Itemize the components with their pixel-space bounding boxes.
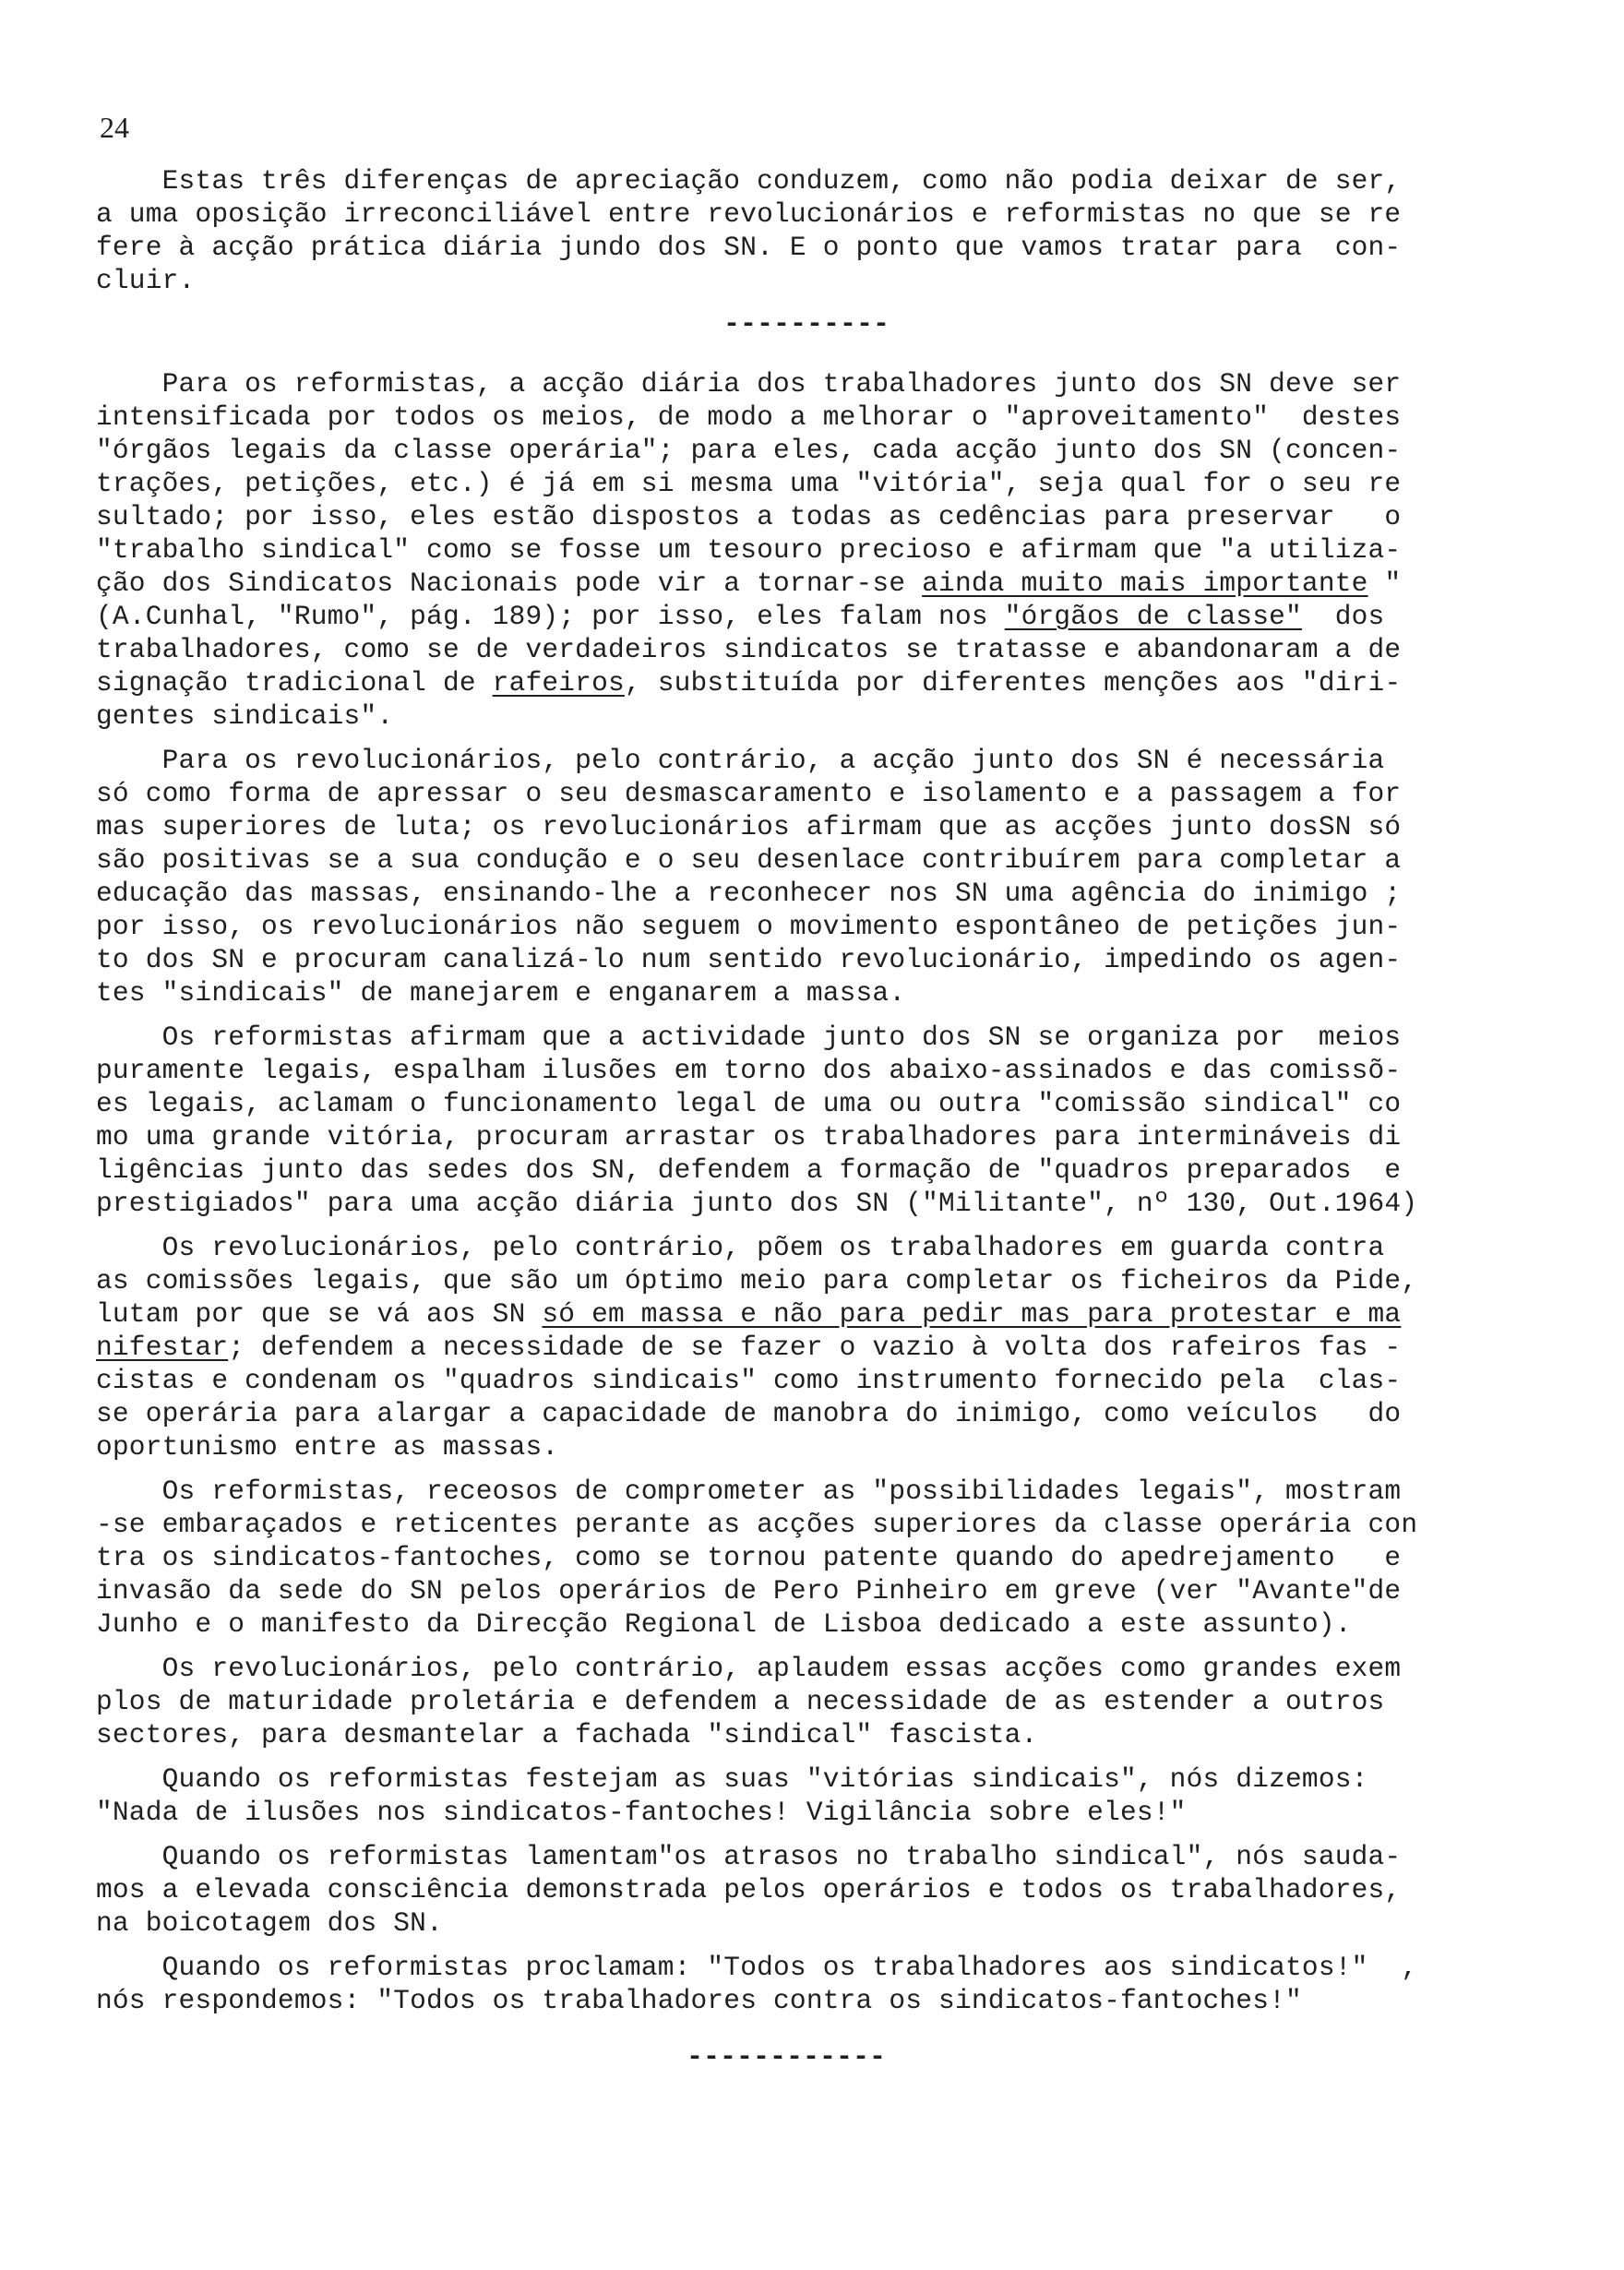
text-line: invasão da sede do SN pelos operários de Pero Pinheiro em greve (ver "Avante"de <box>96 1575 1402 1607</box>
text-line: se operária para alargar a capacidade de manobra do inimigo, como veículos do <box>96 1398 1402 1429</box>
text-line: a uma oposição irreconciliável entre revolucionários e reformistas no que se re <box>96 198 1402 230</box>
underlined-phrase: ainda muito mais importante <box>922 568 1368 599</box>
paragraph-7 <box>96 1652 1572 1751</box>
paragraph-5 <box>96 1231 1572 1464</box>
underlined-phrase: nifestar <box>96 1332 229 1363</box>
document-body <box>96 164 1572 2100</box>
paragraph-3 <box>96 744 1572 1010</box>
text-line: nós respondemos: "Todos os trabalhadores contra os sindicatos-fantoches!" <box>96 1985 1302 2016</box>
text-line: Quando os reformistas lamentam"os atrasos no trabalho sindical", nós sauda- <box>96 1841 1402 1872</box>
text-line: educação das massas, ensinando-lhe a reconhecer nos SN uma agência do inimigo ; <box>96 878 1402 909</box>
section-separator: ---------- <box>723 309 890 340</box>
paragraph-1 <box>96 164 1572 297</box>
text-line: -se embaraçados e reticentes perante as acções superiores da classe operária con <box>96 1509 1418 1540</box>
text-segment: " <box>1367 568 1402 599</box>
text-line <box>96 567 1572 600</box>
text-line <box>96 1331 1572 1364</box>
text-line: na boicotagem dos SN. <box>96 1907 443 1939</box>
text-line: Quando os reformistas festejam as suas "vitórias sindicais", nós dizemos: <box>96 1763 1368 1795</box>
text-segment: ; defendem a necessidade de se fazer o vazio à volta dos rafeiros fas - <box>228 1332 1402 1363</box>
text-line: sultado; por isso, eles estão dispostos a todas as cedências para preservar o <box>96 501 1402 532</box>
text-line: cluir. <box>96 265 196 296</box>
text-line <box>96 1297 1572 1331</box>
text-segment: (A.Cunhal, "Rumo", pág. 189); por isso, eles falam nos <box>96 601 1005 632</box>
text-line: Os revolucionários, pelo contrário, põem os trabalhadores em guarda contra <box>96 1232 1385 1263</box>
page-number: 24 <box>100 111 129 144</box>
underlined-phrase: "órgãos de classe" <box>1004 601 1302 632</box>
text-line: mo uma grande vitória, procuram arrastar os trabalhadores para intermináveis di <box>96 1121 1402 1153</box>
text-line: Os reformistas, receosos de comprometer as "possibilidades legais", mostram <box>96 1476 1402 1507</box>
text-line: to dos SN e procuram canalizá-lo num sentido revolucionário, impedindo os agen- <box>96 944 1402 975</box>
paragraph-10 <box>96 1951 1572 2017</box>
text-line: plos de maturidade proletária e defendem a necessidade de as estender a outros <box>96 1686 1385 1717</box>
text-line: cistas e condenam os "quadros sindicais" como instrumento fornecido pela clas- <box>96 1365 1402 1396</box>
text-line: ligências junto das sedes dos SN, defendem a formação de "quadros preparados e <box>96 1154 1402 1186</box>
text-line: por isso, os revolucionários não seguem o movimento espontâneo de petições jun- <box>96 911 1402 942</box>
text-segment: signação tradicional de <box>96 667 493 699</box>
paragraph-2 <box>96 367 1572 733</box>
paragraph-6 <box>96 1475 1572 1641</box>
text-line: oportunismo entre as massas. <box>96 1431 559 1463</box>
text-line: fere à acção prática diária jundo dos SN. E o ponto que vamos tratar para con- <box>96 232 1402 263</box>
paragraph-8 <box>96 1762 1572 1829</box>
text-line: puramente legais, espalham ilusões em torno dos abaixo-assinados e das comissõ- <box>96 1055 1402 1086</box>
text-segment: dos <box>1301 601 1385 632</box>
text-line: mos a elevada consciência demonstrada pelos operários e todos os trabalhadores, <box>96 1874 1402 1906</box>
text-line <box>96 600 1572 633</box>
text-line <box>96 666 1572 699</box>
text-line: "trabalho sindical" como se fosse um tesouro precioso e afirmam que "a utiliza- <box>96 534 1402 566</box>
paragraph-4 <box>96 1021 1572 1220</box>
text-line: trabalhadores, como se de verdadeiros sindicatos se tratasse e abandonaram a de <box>96 634 1402 665</box>
underlined-phrase: rafeiros <box>492 667 625 699</box>
text-segment: ção dos Sindicatos Nacionais pode vir a tornar-se <box>96 568 923 599</box>
text-line: as comissões legais, que são um óptimo meio para completar os ficheiros da Pide, <box>96 1265 1418 1296</box>
text-line: Estas três diferenças de apreciação conduzem, como não podia deixar de ser, <box>96 165 1402 197</box>
text-line: são positivas se a sua condução e o seu desenlace contribuírem para completar a <box>96 844 1402 876</box>
text-line: gentes sindicais". <box>96 700 394 732</box>
text-line: Para os revolucionários, pelo contrário, a acção junto dos SN é necessária <box>96 745 1385 776</box>
text-segment: , substituída por diferentes menções aos "diri- <box>624 667 1402 699</box>
text-line: es legais, aclamam o funcionamento legal de uma ou outra "comissão sindical" co <box>96 1088 1402 1119</box>
section-separator: ------------ <box>687 2042 887 2073</box>
text-line: mas superiores de luta; os revolucionários afirmam que as acções junto dosSN só <box>96 811 1402 842</box>
text-line: intensificada por todos os meios, de modo a melhorar o "aproveitamento" destes <box>96 401 1402 433</box>
text-line: "Nada de ilusões nos sindicatos-fantoches! Vigilância sobre eles!" <box>96 1797 1187 1828</box>
text-line: só como forma de apressar o seu desmascaramento e isolamento e a passagem a for <box>96 778 1402 809</box>
text-line: tes "sindicais" de manejarem e enganarem a massa. <box>96 977 906 1009</box>
text-line: prestigiados" para uma acção diária junto dos SN ("Militante", nº 130, Out.1964) <box>96 1188 1418 1219</box>
text-line: trações, petições, etc.) é já em si mesma uma "vitória", seja qual for o seu re <box>96 468 1402 499</box>
underlined-phrase: só em massa e não para pedir mas para protestar e ma <box>542 1298 1402 1330</box>
paragraph-9 <box>96 1840 1572 1940</box>
text-line: "órgãos legais da classe operária"; para eles, cada acção junto dos SN (concen- <box>96 435 1402 466</box>
text-line: Para os reformistas, a acção diária dos trabalhadores junto dos SN deve ser <box>96 368 1402 400</box>
text-line: Quando os reformistas proclamam: "Todos os trabalhadores aos sindicatos!" , <box>96 1952 1418 1983</box>
text-line: Junho e o manifesto da Direcção Regional de Lisboa dedicado a este assunto). <box>96 1608 1352 1640</box>
text-segment: lutam por que se vá aos SN <box>96 1298 543 1330</box>
text-line: Os reformistas afirmam que a actividade junto dos SN se organiza por meios <box>96 1022 1402 1053</box>
text-line: tra os sindicatos-fantoches, como se tornou patente quando do apedrejamento e <box>96 1542 1402 1573</box>
text-line: Os revolucionários, pelo contrário, aplaudem essas acções como grandes exem <box>96 1653 1402 1684</box>
text-line: sectores, para desmantelar a fachada "sindical" fascista. <box>96 1719 1038 1750</box>
